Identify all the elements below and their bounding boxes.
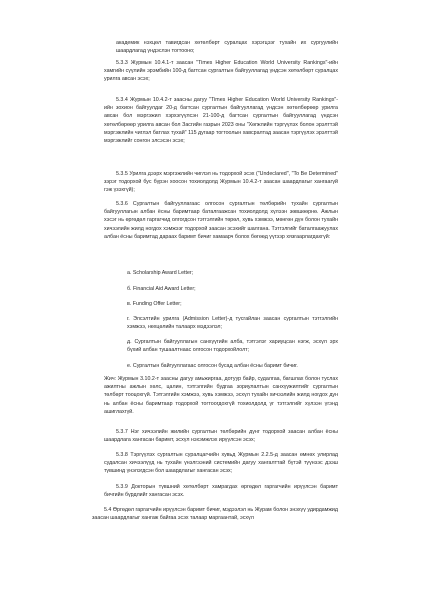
paragraph-5-4: 5.4 Өргөдөл гаргагчийн ирүүлсэн баримт бичиг, мэдээлэл нь Журам болон энэхүү удирдамжид заасан шаардлагыг хангаж байгаа эсэх талаар маргаантай, эсхүл	[92, 507, 338, 522]
list-item-e: д. Сургалтын байгууллагын санхүүгийн алба, тэтгэлэг хариуцсан нэгж, эсхүл эрх бүхий албан тушаалтнаас олгосон тодорхойлолт;	[127, 339, 338, 354]
paragraph-top: академик нэхцөл тавигдсан хөтөлбөрт суралцах хэрэгцээг тухайн их сургуулийн шаардлагад үндэслэн тогтооно;	[116, 40, 338, 55]
paragraph-5-3-8: 5.3.8 Тэргүүлэх сургалтын суралцагчийн хувьд Журмын 2.2.5-д заасан өмнөх улирлад судалсан хичээлүүд нь тухайн үнэлгээний системийн дагуу хангалттай бүтэй түүнээс дээш түвшинд үнэлэгдсэн бол шаардлагыг хангасан эсэх;	[104, 452, 338, 475]
list-item-a: а. Scholarship Award Letter;	[127, 270, 194, 276]
paragraph-5-3-5: 5.3.5 Урилга дээрх мэргэжлийн чиглэл нь тодорхой эсэх ("Undeclared", "To Be Determined" зэрэг тодорхой бус бүрэн хоосон тохиолдолд Журмын 10.4.2-т заасан шаардлагыг хангаагүй гэж үзэхгүй);	[104, 171, 338, 194]
list-item-f: е. Сургалтын байгууллагаас олгосон бусад албан ёсны баримт бичиг.	[127, 363, 298, 369]
list-item-c: в. Funding Offer Letter;	[127, 301, 182, 307]
paragraph-note: Жич: Журмын 3.10.2-т заасны дагуу амьжиргаа, дотуур байр, судалгаа, багшлах болон туслах ажилтны ажлын хөлс, цалин, тэтгэлгийн будгаа зориулалтын санхүүжилтийг сургалтын төлбөрт тооцохгүй. Тэтгэлгийн хэмжээ, хувь хэмжээ, эсхүл тухайн хичээлийн жилд ногдох дүн нь албан ёсны баримтаар тодорхой тогтоогдохгүй тохиолдолд үг тэтгэлгийг хүлээн үгэнд ашиглахгүй.	[104, 376, 338, 415]
paragraph-5-3-7: 5.3.7 Нэг хичээлийн жилийн сургалтын төлбөрийн дүнг тодорхой заасан албан ёсны шаардлага хангасан баримт, эсхүл нэхэмжлэх ирүүлсэн эсэх;	[104, 429, 338, 444]
paragraph-5-3-3: 5.3.3 Журмын 10.4.1-т заасан "Times Higher Education World University Rankings"-ийн хамгийн сүүлийн эрэмбийн 100-д багтсан сургалтын байгууллагад үндсэн хөтөлбөрт суралцах урилга авсан эсэх;	[104, 60, 338, 83]
list-item-d: г. Элсэлтийн урилга (Admission Letter)-д тусгайлан заасан сургалтын тэтгэлгийн хэмжээ, нөхцөлийн талаарх мэдээлэл;	[127, 316, 338, 331]
paragraph-5-3-6: 5.3.6 Сургалтын байгууллагаас олгосон сургалтын төлбөрийн тухайн сургалтын байгууллагын албан ёсны баримтаар баталгаажсан тохиолдолд хүлээн зөвшөөрнө. Ажлын хэсэг нь өргөдөл гаргагчид олгогдсон тэтгэлгийн төрөл, хувь хэмжээ, мөнгөн дүн болон тухайн хичээлийн жилд ногдох хэмжээг тодорхой заасан эсэхийг шалгана. Тэтгэлгийг баталгаажуулах албан ёсны баримтад дараах баримт бичиг хамаарч болох бөгөөд үүгээр хязгаарлагдахгүй:	[104, 201, 338, 240]
list-item-b: б. Financial Aid Award Letter;	[127, 286, 196, 292]
paragraph-5-3-9: 5.3.9 Докторын түвшний хөтөлбөрт хамрагдах өргөдөл гаргагчийн ирүүлсэн баримт бичгийн бүрдлийг хангасан эсэх.	[104, 484, 338, 499]
paragraph-5-3-4: 5.3.4 Журмын 10.4.2-т заасны дагуу "Times Higher Education World University Rankings"-ийн зохион байгуулдаг 20-д багтсан сургалтын байгууллагад үндсэн хөтөлбөрөөр урилга авсан бол мэргэжил хэрхэгүүлсэн 21-100-д багтсан сургалтын байгууллагад үндсэн хөтөлбөрөөр урилга авсан бол Засгийн газрын 2023 оны "Хөгжлийн тэргүүлэх болон эрэлттэй мэргэжлийн чиглэл батлах тухай" 115 дугаар тогтоолын хавсралтад заасан тэргүүлэх эрэлттэй мэргэжлийг сонгон элсэсэн эсэх;	[104, 97, 338, 145]
